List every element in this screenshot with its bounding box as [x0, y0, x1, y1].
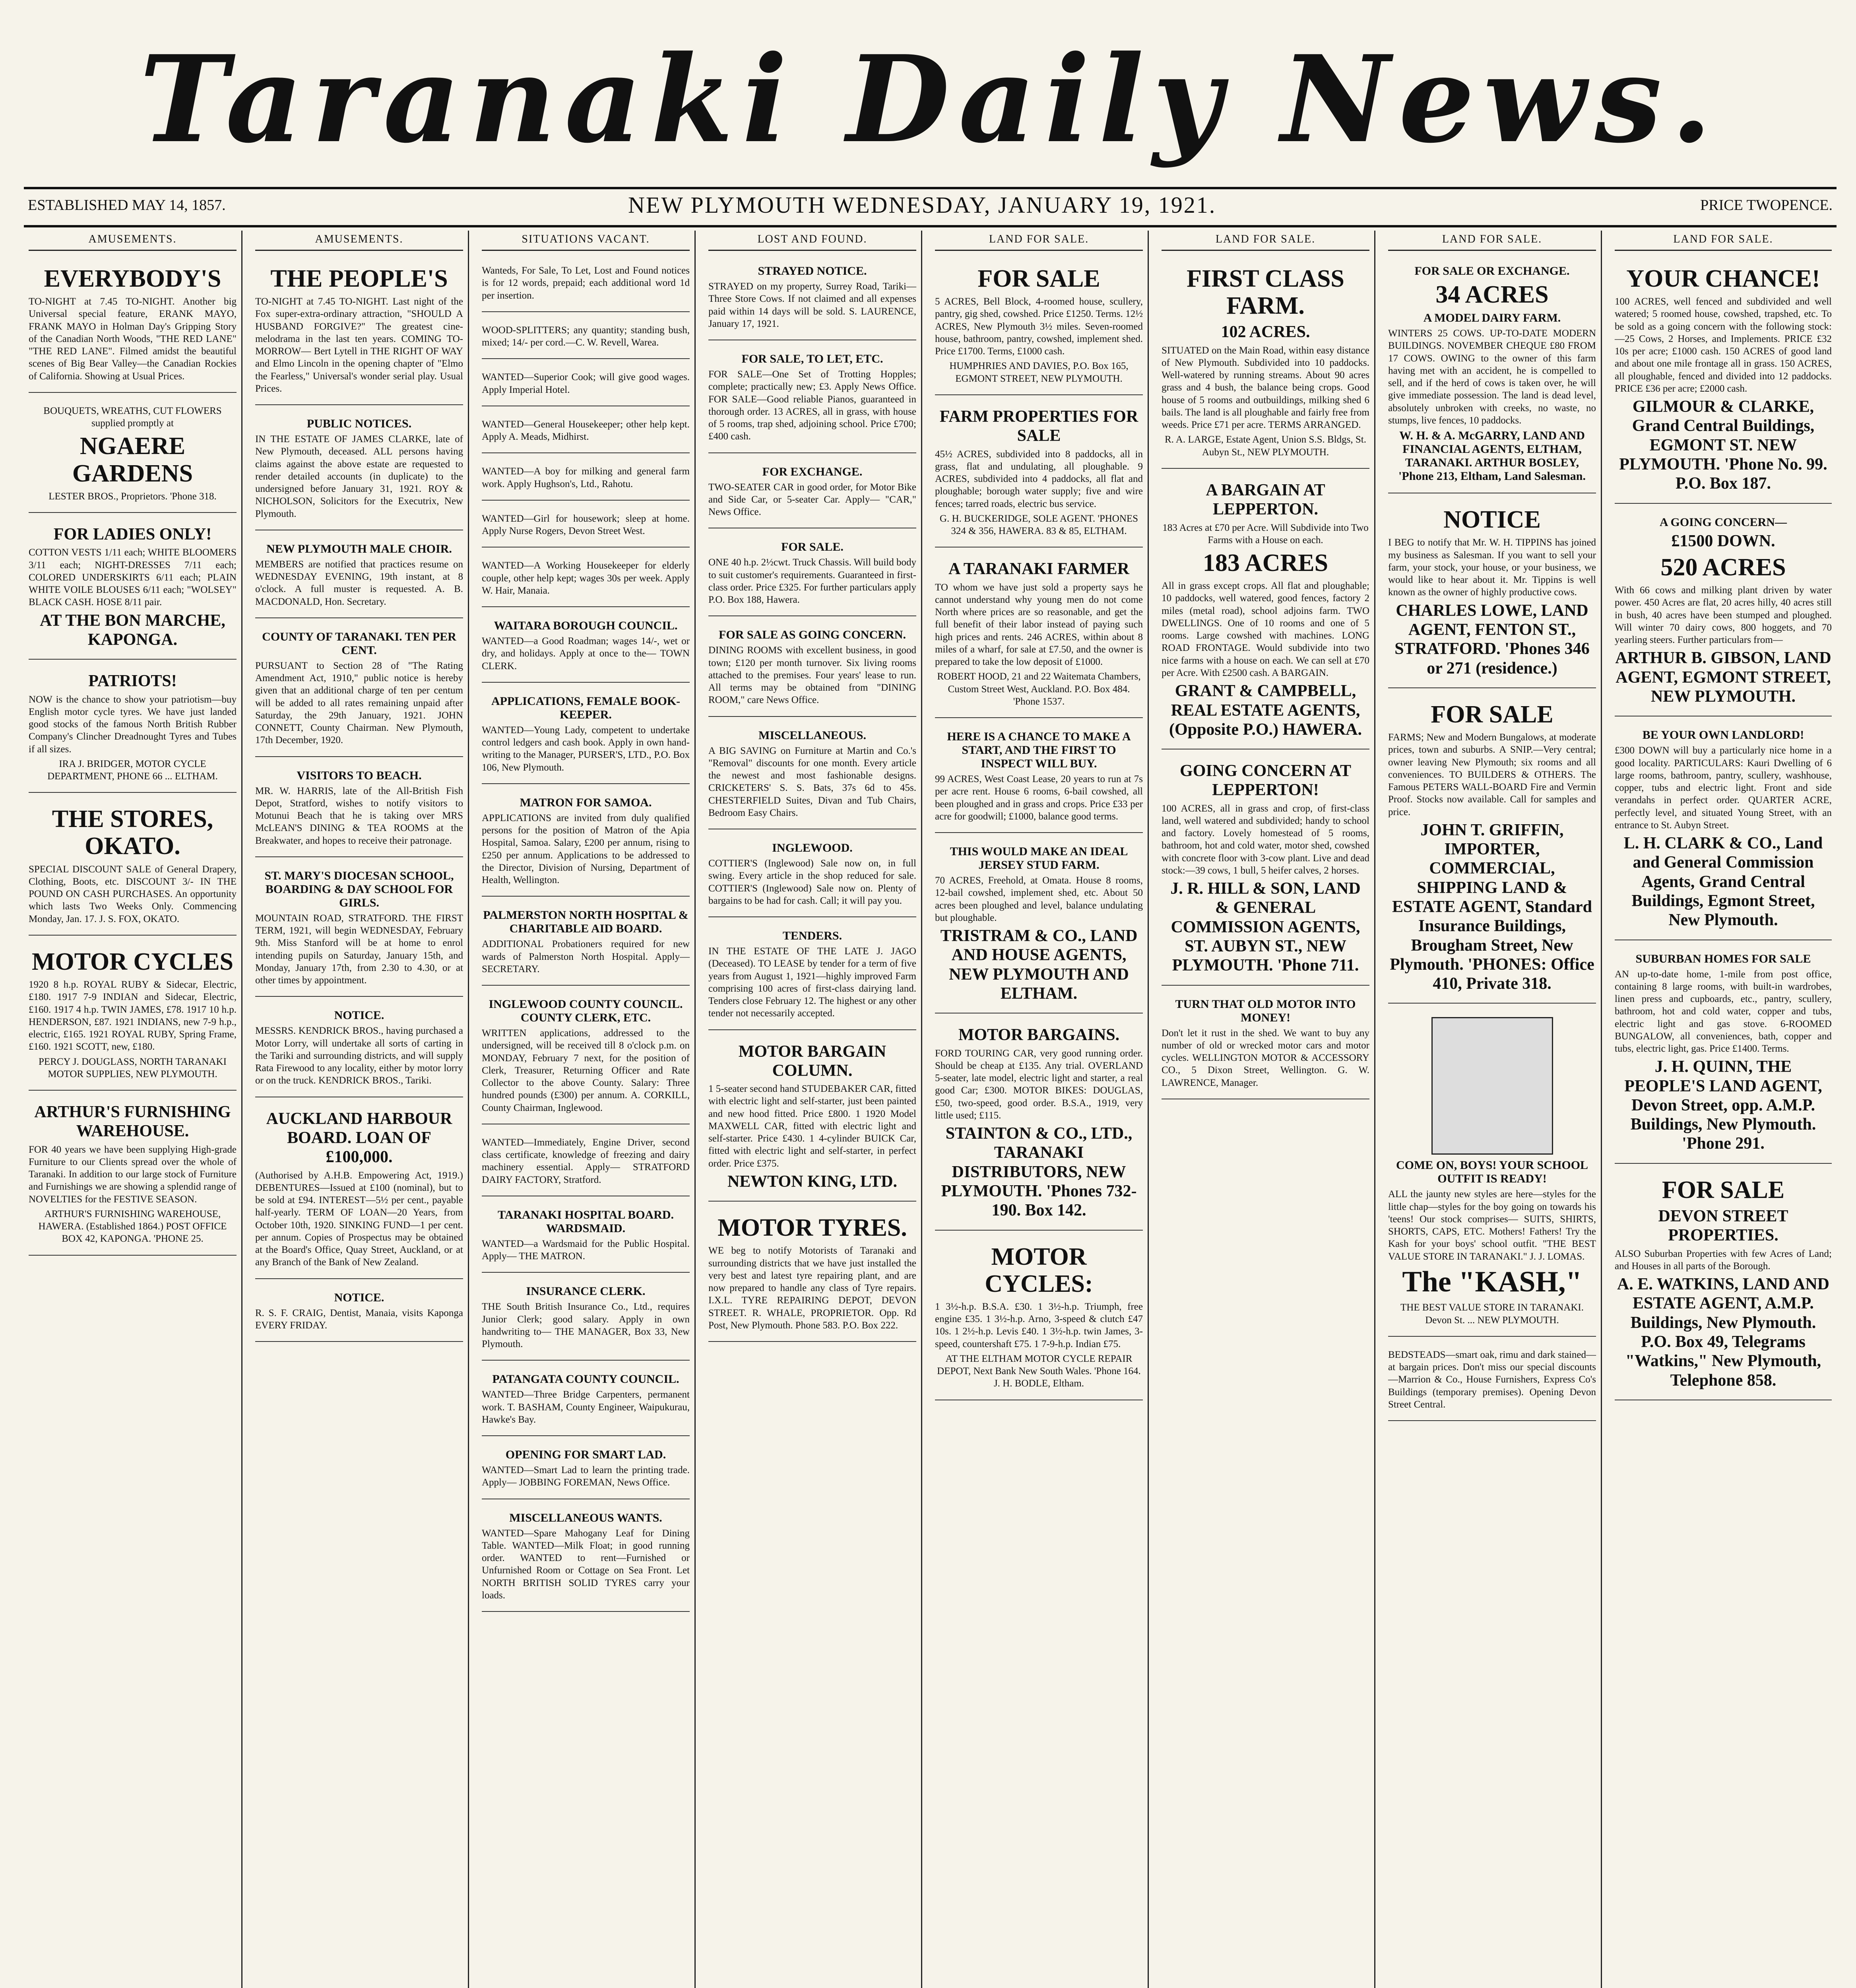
- notice-inglewood-sale: [708, 835, 916, 917]
- classified-body: WANTED—a Wardsmaid for the Public Hospital. Apply— THE MATRON.: [482, 1238, 690, 1262]
- notice-body: TWO-SEATER CAR in good order, for Motor Bike and Side Car, or 5-seater Car. Apply— "CAR," News Office.: [708, 481, 916, 517]
- notice-body: COTTIER'S (Inglewood) Sale now on, in full swing. Every article in the shop reduced for sale. COTTIER'S (Inglewood) Sale now on. Plenty of bargains to be had for cash. Call; it will pay you.: [708, 858, 916, 906]
- classified-item: [482, 365, 690, 406]
- notice-body: IN THE ESTATE OF THE LATE J. JAGO (Deceased). TO LEASE by tender for a term of five years from August 1, 1921—highly improved Farm comprising 100 acres of first-class dairying land. Tenders close February 12. The highest or any other tender not necessarily accepted.: [708, 946, 916, 1019]
- advert-caption: COME ON, BOYS! YOUR SCHOOL OUTFIT IS READY!: [1396, 1159, 1588, 1186]
- notice-body: IN THE ESTATE OF JAMES CLARKE, late of New Plymouth, deceased. ALL persons having claims against the above estate are requested to render detailed accounts (in duplicate) to the undersigned before January 31, 1921. ROY & NICHOLSON, Solicitors for the Executrix, New Plymouth.: [255, 434, 463, 519]
- advert-body: FOR 40 years we have been supplying High-grade Furniture to our Clients spread over the whole of Taranaki. In addition to our large stock of Furniture and Furnishings we are showing a splendid range of NOVELTIES for the FESTIVE SEASON.: [29, 1144, 237, 1205]
- advert-title: BE YOUR OWN LANDLORD!: [1642, 728, 1804, 742]
- advert-taranaki-farmer: [935, 553, 1143, 718]
- advert-title: MOTOR CYCLES: [32, 948, 233, 975]
- notice-miscellaneous: [708, 722, 916, 830]
- advert-griffin: [1388, 694, 1596, 1004]
- advert-acreage: 183 ACRES: [1202, 549, 1328, 577]
- advert-jersey-stud: [935, 839, 1143, 1013]
- advert-subtext: PERCY J. DOUGLASS, NORTH TARANAKI MOTOR SUPPLIES, NEW PLYMOUTH.: [39, 1056, 227, 1079]
- advert-body: 100 ACRES, all in grass and crop, of first-class land, well watered and subdivided; handy to school and factory. Lovely homestead of 5 rooms, bathroom, hot and cold water, motor shed, cowshed with concrete floor with 3-cow plant. Live and dead stock:—39 cows, 1 bull, 5 heifer calves, 2 horses.: [1162, 803, 1369, 876]
- classified-title: PALMERSTON NORTH HOSPITAL & CHARITABLE AID BOARD.: [483, 909, 688, 936]
- advert-body: 45½ ACRES, subdivided into 8 paddocks, all in grass, flat and undulating, all ploughable. 9 ACRES, subdivided into 4 paddocks, all flat and ploughable; borough water supply; five and wire fences; tarred roads, electric bus service.: [935, 448, 1143, 509]
- classified-title: OPENING FOR SMART LAD.: [505, 1448, 666, 1461]
- advert-kash: [1388, 1009, 1596, 1336]
- advert-title: ARTHUR'S FURNISHING WAREHOUSE.: [34, 1103, 231, 1141]
- notice-title: FOR SALE, TO LET, ETC.: [741, 352, 883, 365]
- column-7: [1383, 231, 1602, 1988]
- advert-title: A TARANAKI FARMER: [948, 560, 1129, 579]
- advert-title: HERE IS A CHANCE TO MAKE A START, AND THE FIRST TO INSPECT WILL BUY.: [947, 730, 1131, 771]
- advert-going-concern: [1615, 509, 1832, 717]
- advert-body: £300 DOWN will buy a particularly nice home in a good locality. PARTICULARS: Kauri Dwelling of 6 large rooms, bathroom, pantry, scullery, washhouse, copper, tubs and electric light. Front and side verandahs in perfect order. QUARTER ACRE, perfectly level, and situated Young Street, with an entrance to St. Aubyn Street.: [1615, 745, 1832, 831]
- advert-body: 100 ACRES, well fenced and subdivided and well watered; 5 roomed house, cowshed, trapshed, etc. To be sold as a going concern with the following stock:—25 Cows, 2 Horses, and Implements. PRICE £32 10s per acre; £1000 cash. 150 ACRES of good land and about one mile frontage all in grass. 150 ACRES, all ploughable, fenced and divided into 12 paddocks. PRICE £36 per acre; £2000 cash.: [1615, 296, 1832, 394]
- advert-subtitle: £1500 DOWN.: [1671, 532, 1775, 550]
- advert-agent: A. E. WATKINS, LAND AND ESTATE AGENT, A.M.P. Buildings, New Plymouth. P.O. Box 49, Telegrams "Watkins," New Plymouth, Telephone 858.: [1617, 1275, 1830, 1390]
- advert-title: THE STORES, OKATO.: [52, 806, 213, 860]
- advert-humphries: [935, 258, 1143, 395]
- classified-item: [482, 1130, 690, 1196]
- notice-title: FOR SALE AS GOING CONCERN.: [719, 628, 906, 642]
- notice-title: COUNTY OF TARANAKI. TEN PER CENT.: [262, 630, 456, 657]
- classified-body: WANTED—General Housekeeper; other help kept. Apply A. Meads, Midhirst.: [482, 419, 690, 442]
- notice-title: NOTICE.: [334, 1291, 384, 1304]
- classified-body: WANTED—Smart Lad to learn the printing trade. Apply— JOBBING FOREMAN, News Office.: [482, 1465, 690, 1488]
- notice-body: FOR SALE—One Set of Trotting Hopples; complete; practically new; £3. Apply News Office. FOR SALE—Good reliable Pianos, guaranteed in thorough order. 13 ACRES, all in grass, with house of 5 rooms, trap shed, adjoining school. Price £700; £400 cash.: [708, 369, 916, 442]
- notice-body: A BIG SAVING on Furniture at Martin and Co.'s "Removal" discounts for one month. Every article the newest and most fashionable designs. CRICKETERS' S. S. Bats, 37s 6d to 45s. CHESTERFIELD Suites, Divan and Tub Chairs, Bedroom Easy Chairs.: [708, 745, 916, 818]
- classified-body: WANTED—A Working Housekeeper for elderly couple, other help kept; wages 30s per week. Apply W. Hair, Manaia.: [482, 560, 690, 596]
- advert-body: 1 3½-h.p. B.S.A. £30. 1 3½-h.p. Triumph, free engine £35. 1 3½-h.p. Arno, 3-speed & clutch £47 10s. 1 2½-h.p. Levis £40. 1 3½-h.p. twin James, 3-speed, countershaft £75. 1 7-9-h.p. Indian £75.: [935, 1301, 1143, 1349]
- notice-title: ST. MARY'S DIOCESAN SCHOOL, BOARDING & DAY SCHOOL FOR GIRLS.: [264, 869, 454, 909]
- classified-body: WANTED—Young Lady, competent to undertake control ledgers and cash book. Apply in own hand-writing to the Manager, PURSER'S, LTD., P.O. Box 106, New Plymouth.: [482, 724, 690, 773]
- advert-subtitle: A MODEL DAIRY FARM.: [1423, 311, 1561, 325]
- dateline-bar: [24, 187, 1837, 227]
- classified-body: WANTED—Immediately, Engine Driver, second class certificate, knowledge of freezing and dairy machinery essential. Apply— STRATFORD DAIRY FACTORY, Stratford.: [482, 1137, 690, 1185]
- advert-subtext: ROBERT HOOD, 21 and 22 Waitemata Chambers, Custom Street West, Auckland. P.O. Box 484. 'Phone 1537.: [937, 671, 1141, 707]
- advert-subtext: IRA J. BRIDGER, MOTOR CYCLE DEPARTMENT, PHONE 66 ... ELTHAM.: [47, 758, 218, 782]
- advert-motor-cycles: [29, 941, 237, 1091]
- classified-bookkeeper: [482, 688, 690, 784]
- advert-motor-bargain: [708, 1036, 916, 1202]
- advert-title: FOR LADIES ONLY!: [53, 525, 212, 544]
- advert-subtitle: 102 ACRES.: [1221, 323, 1310, 342]
- advert-subtitle: AT THE BON MARCHE, KAPONGA.: [40, 611, 225, 649]
- advert-going-concern-lepperton: [1162, 755, 1369, 986]
- column-heading: LAND FOR SALE.: [1388, 231, 1596, 251]
- notice-title: PUBLIC NOTICES.: [306, 417, 412, 431]
- advert-title: MOTOR TYRES.: [718, 1214, 907, 1242]
- advert-agent: W. H. & A. McGARRY, LAND AND FINANCIAL AGENTS, ELTHAM, TARANAKI. ARTHUR BOSLEY, 'Phone 213, Eltham, Land Salesman.: [1398, 429, 1586, 483]
- advert-title: A GOING CONCERN—: [1659, 515, 1787, 529]
- notice-body: STRAYED on my property, Surrey Road, Tariki—Three Store Cows. If not claimed and all expenses paid within 14 days will be sold. S. LAURENCE, January 17, 1921.: [708, 281, 916, 329]
- advert-title: NOTICE: [1443, 506, 1541, 534]
- classified-title: INGLEWOOD COUNTY COUNCIL. COUNTY CLERK, ETC.: [489, 998, 683, 1024]
- classified-matron: [482, 790, 690, 897]
- notice-title: NOTICE.: [334, 1009, 384, 1022]
- classified-body: WOOD-SPLITTERS; any quantity; standing bush, mixed; 14/- per cord.—C. W. Revell, Warea.: [482, 324, 690, 348]
- notice-title: TENDERS.: [782, 929, 842, 942]
- classified-patangata: [482, 1366, 690, 1436]
- classified-title: PATANGATA COUNTY COUNCIL.: [492, 1373, 679, 1386]
- notice-kendrick: [255, 1002, 463, 1097]
- advert-agent: GRANT & CAMPBELL, REAL ESTATE AGENTS, (Opposite P.O.) HAWERA.: [1169, 682, 1362, 739]
- classified-title: MATRON FOR SAMOA.: [520, 796, 652, 809]
- classified-rates: [482, 258, 690, 312]
- advert-subtext: G. H. BUCKERIDGE, SOLE AGENT. 'PHONES 324 & 356, HAWERA. 83 & 85, ELTHAM.: [939, 513, 1138, 537]
- column-4: [704, 231, 922, 1988]
- notice-dining-rooms: [708, 622, 916, 716]
- advert-subtext: AT THE ELTHAM MOTOR CYCLE REPAIR DEPOT, Next Bank New South Wales. 'Phone 164. J. H. BODLE, Eltham.: [937, 1353, 1141, 1389]
- advert-subtitle: NEWTON KING, LTD.: [727, 1172, 898, 1191]
- advert-title: MOTOR CYCLES:: [985, 1243, 1093, 1297]
- advert-body: WINTERS 25 COWS. UP-TO-DATE MODERN BUILDINGS. NOVEMBER CHEQUE £80 FROM 17 COWS. OWING to the owner of this farm having met with an accident, he is compelled to sell, and if the herd of cows is taken over, he will give immediate possession. The land is dead level, absolutely unbroken with creeks, no waste, no stumps, live fences, 10 paddocks.: [1388, 328, 1596, 426]
- advert-body: All in grass except crops. All flat and ploughable; 10 paddocks, well watered, good fences, factory 2 miles (metal road), school adjoins farm. TWO DWELLINGS. One of 10 rooms and one of 5 rooms. Large cowshed with machines. LONG ROAD FRONTAGE. Would subdivide into two nice farms with a house on each. We can sell at £70 per Acre. With £2500 cash. A BARGAIN.: [1162, 580, 1369, 678]
- notice-harbour-board: [255, 1103, 463, 1279]
- notice-body: MOUNTAIN ROAD, STRATFORD. THE FIRST TERM, 1921, will begin WEDNESDAY, February 9th. Miss Stanford will be at home to enrol intending pupils on Saturday, January 15th, and Monday, January 17th, from 2.30 to 4.30, or at other times by appointment.: [255, 912, 463, 986]
- advert-agent: J. R. HILL & SON, LAND & GENERAL COMMISSION AGENTS, ST. AUBYN ST., NEW PLYMOUTH. 'Phone 711.: [1170, 879, 1361, 975]
- advert-bon-marche: [29, 518, 237, 660]
- advert-agent: GILMOUR & CLARKE, Grand Central Buildings, EGMONT ST. NEW PLYMOUTH. 'Phone No. 99. P.O. Box 187.: [1619, 398, 1827, 493]
- advert-title: GOING CONCERN AT LEPPERTON!: [1180, 762, 1351, 800]
- classified-title: WAITARA BOROUGH COUNCIL.: [494, 619, 678, 632]
- advert-body: 70 ACRES, Freehold, at Omata. House 8 rooms, 12-bail cowshed, implement shed, etc. About 50 acres been ploughed and level, balance undulating but ploughable.: [935, 875, 1143, 923]
- advert-lepperton-bargain: [1162, 474, 1369, 749]
- advert-subtext: LESTER BROS., Proprietors. 'Phone 318.: [48, 491, 217, 502]
- advert-body: AN up-to-date home, 1-mile from post office, containing 8 large rooms, with built-in wardrobes, linen press and cupboards, etc., pantry, scullery, bathroom, hot and cold water, copper and tubs, electric light and gas stove. 6-ROOMED BUNGALOW, all conveniences, bath, copper and tubs, electric light, gas. Price £1400. Terms.: [1615, 969, 1832, 1054]
- advert-body: 5 ACRES, Bell Block, 4-roomed house, scullery, pantry, gig shed, cowshed. Price £1250. Terms. 12½ ACRES, New Plymouth 3½ miles. Seven-roomed house, bathroom, pantry, cowshed, implement shed. Price £1700. Terms, £1000 cash.: [935, 296, 1143, 357]
- advert-body: I BEG to notify that Mr. W. H. TIPPINS has joined my business as Salesman. If you want to sell your farm, your stock, your house, or your business, we would like to hear about it. Mr. Tippins is well known as the owner of highly productive cows.: [1388, 537, 1596, 598]
- advert-stores-okato: [29, 798, 237, 936]
- advert-watkins: [1615, 1169, 1832, 1400]
- notice-for-sale-to-let: [708, 346, 916, 453]
- advert-body: TO-NIGHT at 7.45 TO-NIGHT. Last night of the Fox super-extra-ordinary attraction, "SHOULD A HUSBAND FORGIVE?" The greatest cine-melodrama in the last ten years. COMING TO-MORROW— Bert Lytell in THE RIGHT OF WAY and Elmo Lincoln in the opening chapter of "Elmo the Fearless," Universal's wonder serial play. Usual Prices.: [255, 296, 463, 394]
- advert-body: 99 ACRES, West Coast Lease, 20 years to run at 7s per acre rent. House 6 rooms, 6-bail cowshed, all been ploughed and in grass and crops. Price £33 per acre for goodwill; £1000, balance good terms.: [935, 774, 1143, 822]
- classified-body: WANTED—A boy for milking and general farm work. Apply Hughson's, Ltd., Rahotu.: [482, 466, 690, 489]
- advert-title: FOR SALE: [1431, 701, 1553, 728]
- classified-item: [482, 412, 690, 454]
- notice-title: VISITORS TO BEACH.: [297, 769, 422, 782]
- classified-body: ADDITIONAL Probationers required for new wards of Palmerston North Hospital. Apply— SECRETARY.: [482, 939, 690, 975]
- advert-agent: L. H. CLARK & CO., Land and General Commission Agents, Grand Central Buildings, Egmont Street, New Plymouth.: [1623, 834, 1823, 930]
- advert-body: TO-NIGHT at 7.45 TO-NIGHT. Another big Universal special feature, ERANK MAYO, FRANK MAYO in Holman Day's Gripping Story of the Canadian North Woods, "THE RED LANE" "THE RED LANE". Filmed amidst the beautiful scenes of Big Bear Valley—the Canadian Rockies of California. Showing at Usual Prices.: [29, 296, 237, 382]
- column-3: [477, 231, 696, 1988]
- classified-title: APPLICATIONS, FEMALE BOOK-KEEPER.: [491, 694, 681, 721]
- notice-male-choir: [255, 536, 463, 618]
- classified-title: TARANAKI HOSPITAL BOARD. WARDSMAID.: [497, 1208, 674, 1235]
- advert-title: NGAERE GARDENS: [72, 433, 193, 487]
- classified-body: THE South British Insurance Co., Ltd., requires Junior Clerk; good salary. Apply in own handwriting to— THE MANAGER, Box 33, New Plymouth.: [482, 1301, 690, 1349]
- column-1: [24, 231, 242, 1988]
- advert-title: THE PEOPLE'S: [270, 265, 448, 292]
- advert-motor-bargains: [935, 1019, 1143, 1230]
- notice-body: MEMBERS are notified that practices resume on WEDNESDAY EVENING, 19th instant, at 8 o'clock. A full muster is requested. A. B. MACDONALD, Hon. Secretary.: [255, 559, 463, 607]
- classified-body: WANTED—Three Bridge Carpenters, permanent work. T. BASHAM, County Engineer, Waipukurau, Hawke's Bay.: [482, 1389, 690, 1425]
- classified-body: WANTED—Spare Mahogany Leaf for Dining Table. WANTED—Milk Float; in good running order. WANTED to rent—Furnished or Unfurnished Room or Cottage on Sea Front. Let NORTH BRITISH SOLID TYRES carry your loads.: [482, 1528, 690, 1601]
- notice-body: DINING ROOMS with excellent business, in good town; £120 per month turnover. Six living rooms attached to the premises. Four years' lease to run. All terms may be obtained from "DINING ROOM," care News Office.: [708, 645, 916, 706]
- classified-item: [482, 553, 690, 607]
- notice-title: FOR EXCHANGE.: [762, 465, 863, 478]
- advert-body: 1920 8 h.p. ROYAL RUBY & Sidecar, Electric, £180. 1917 7-9 INDIAN and Sidecar, Electric, £160. 1917 4 h.p. TWIN JAMES, £78. 1917 10 h.p. HENDERSON, £87. 1921 INDIANS, new 7-9 h.p., electric, £165. 1921 ROYAL RUBY, Spring Frame, £160. 1921 SCOTT, new, £180.: [29, 979, 237, 1052]
- price-text: PRICE TWOPENCE.: [1700, 197, 1833, 214]
- advert-title: FIRST CLASS FARM.: [1187, 265, 1344, 320]
- advert-agent: ARTHUR B. GIBSON, LAND AGENT, EGMONT STREET, NEW PLYMOUTH.: [1615, 649, 1831, 706]
- advert-chance: [935, 724, 1143, 833]
- column-8: [1610, 231, 1837, 1988]
- advert-body: ALSO Suburban Properties with few Acres of Land; and Houses in all parts of the Borough.: [1615, 1248, 1832, 1272]
- classified-misc-wants: [482, 1505, 690, 1612]
- advert-agent: CHARLES LOWE, LAND AGENT, FENTON ST., STRATFORD. 'Phones 346 or 271 (residence.): [1394, 601, 1590, 678]
- classified-body: APPLICATIONS are invited from duly qualified persons for the position of Matron of the Apia Hospital, Samoa. Salary, £200 per annum, rising to £250 per annum. Applications to be addressed to the Director, Division of Nursing, Department of Health, Wellington.: [482, 812, 690, 885]
- column-heading: LAND FOR SALE.: [1615, 231, 1832, 251]
- notice-body: R. S. F. CRAIG, Dentist, Manaia, visits Kaponga EVERY FRIDAY.: [255, 1307, 463, 1331]
- notice-visitors-beach: [255, 763, 463, 857]
- advert-subtitle: STAINTON & CO., LTD., TARANAKI DISTRIBUTORS, NEW PLYMOUTH. 'Phones 732-190. Box 142.: [941, 1124, 1137, 1220]
- advert-body: With 66 cows and milking plant driven by water power. 450 Acres are flat, 20 acres hilly, 40 acres still in bush, 40 acres have been stumped and ploughed. Will winter 70 dairy cows, 800 hoggets, and 70 yearling steers. Further particulars from—: [1615, 585, 1832, 646]
- advert-title: TURN THAT OLD MOTOR INTO MONEY!: [1175, 997, 1356, 1024]
- column-heading: AMUSEMENTS.: [255, 231, 463, 251]
- classified-body: WRITTEN applications, addressed to the undersigned, will be received till 8 o'clock p.m. on MONDAY, February 7 next, for the position of Clerk, Treasurer, Returning Officer and Rate Collector to the above County. Salary: Three hundred pounds (£300) per annum. A. CORKILL, County Chairman, Inglewood.: [482, 1028, 690, 1113]
- notice-title: INGLEWOOD.: [772, 841, 853, 854]
- classified-item: [482, 318, 690, 359]
- classified-body: WANTED—Superior Cook; will give good wages. Apply Imperial Hotel.: [482, 372, 690, 395]
- notice-body: MR. W. HARRIS, late of the All-British Fish Depot, Stratford, wishes to notify visitors to Motunui Beach that he is taking over MRS McLEAN'S DINING & TEA ROOMS at the Breakwater, and hopes to receive their patronage.: [255, 785, 463, 846]
- advert-title: EVERYBODY'S: [44, 265, 221, 292]
- advert-suburban-homes: [1615, 946, 1832, 1164]
- column-heading: LAND FOR SALE.: [935, 231, 1143, 251]
- classified-title: MISCELLANEOUS WANTS.: [509, 1511, 662, 1524]
- advert-first-class-farm: [1162, 258, 1369, 469]
- advert-ngaere-gardens: [29, 398, 237, 513]
- notice-truck-chassis: [708, 534, 916, 616]
- classified-palmerston: [482, 902, 690, 986]
- advert-agent: J. H. QUINN, THE PEOPLE'S LAND AGENT, Devon Street, opp. A.M.P. Buildings, New Plymouth. 'Phone 291.: [1624, 1058, 1822, 1153]
- advert-body: TO whom we have just sold a property says he cannot understand why young men do not come North where prices are so reasonable, and get the full benefit of their labor instead of paying such high prices and rents. 246 ACRES, within about 8 miles of a wharf, for sale at £7.50, and the owner is prepared to take the low deposit of £1000.: [935, 582, 1143, 668]
- masthead: [24, 16, 1837, 183]
- advert-acreage: 34 ACRES: [1435, 281, 1549, 308]
- column-heading: LOST AND FOUND.: [708, 231, 916, 251]
- notice-exchange: [708, 459, 916, 529]
- column-2: [250, 231, 469, 1988]
- column-heading: LAND FOR SALE.: [1162, 231, 1369, 251]
- advert-title: SUBURBAN HOMES FOR SALE: [1635, 952, 1811, 965]
- notice-estate-clarke: [255, 411, 463, 530]
- column-5: [930, 231, 1149, 1988]
- advert-body: BEDSTEADS—smart oak, rimu and dark stained—at bargain prices. Don't miss our special discounts—Marrion & Co., House Furnishers, Express Co's Buildings (temporary premises). Opening Devon Street Central.: [1388, 1349, 1596, 1410]
- notice-body: MESSRS. KENDRICK BROS., having purchased a Motor Lorry, will undertake all sorts of carting in the Tariki and surrounding districts, and will supply Rata Firewood to any locality, either by motor lorry or on the truck. KENDRICK BROS., Tariki.: [255, 1025, 463, 1086]
- classified-body: Wanteds, For Sale, To Let, Lost and Found notices is for 12 words, prepaid; each additional word 1d per insertion.: [482, 265, 690, 301]
- notice-st-marys: [255, 863, 463, 997]
- advert-subtitle: TRISTRAM & CO., LAND AND HOUSE AGENTS, NEW PLYMOUTH AND ELTHAM.: [940, 927, 1138, 1003]
- advert-acreage: 520 ACRES: [1660, 553, 1786, 581]
- advert-title: FOR SALE: [977, 265, 1100, 292]
- advert-model-dairy-farm: [1388, 258, 1596, 493]
- notice-county-taranaki: [255, 624, 463, 757]
- advert-title: PATRIOTS!: [88, 672, 177, 691]
- established-text: ESTABLISHED MAY 14, 1857.: [28, 197, 226, 214]
- advert-body: NOW is the chance to show your patriotism—buy English motor cycle tyres. We have just landed good stocks of the famous North British Rubber Company's Clincher Dreadnought Tyres and Tubes if all sizes.: [29, 694, 237, 755]
- column-6: [1157, 231, 1375, 1988]
- notice-title: FOR SALE.: [781, 540, 844, 554]
- advert-body: WE beg to notify Motorists of Taranaki and surrounding districts that we have just installed the very best and latest tyre repairing plant, and are now prepared to handle any class of Tyre repairs. I.X.L. TYRE REPAIRING DEPOT, DEVON STREET. R. WHALE, PROPRIETOR. Opp. Rd Post, New Plymouth. Phone 583. P.O. Box 222.: [708, 1245, 916, 1331]
- classified-inglewood: [482, 991, 690, 1124]
- advert-title: THIS WOULD MAKE AN IDEAL JERSEY STUD FARM.: [950, 845, 1128, 872]
- notice-title: STRAYED NOTICE.: [758, 264, 867, 278]
- advert-agent: R. A. LARGE, Estate Agent, Union S.S. Bldgs, St. Aubyn St., NEW PLYMOUTH.: [1165, 434, 1366, 458]
- notice-craig: [255, 1285, 463, 1342]
- advert-title: A BARGAIN AT LEPPERTON.: [1206, 481, 1325, 519]
- advert-body: 1 5-seater second hand STUDEBAKER CAR, fitted with electric light and self-starter, just been painted and new hood fitted. Price £800. 1 1920 Model MAXWELL CAR, fitted with electric light and self-starter. Price £430. 1 4-cylinder BUICK Car, fitted with electric light and self-starter, in perfect order. Price £375.: [708, 1083, 916, 1169]
- advert-eltham-cycles: [935, 1236, 1143, 1400]
- advert-subtitle: DEVON STREET PROPERTIES.: [1658, 1207, 1788, 1245]
- advert-peoples: [255, 258, 463, 405]
- advert-body: Don't let it rust in the shed. We want to buy any number of old or wrecked motor cars and motor cycles. WELLINGTON MOTOR & ACCESSORY CO., 5 Dixon Street, Wellington. G. W. LAWRENCE, Manager.: [1162, 1027, 1369, 1088]
- classified-body: WANTED—a Good Roadman; wages 14/-, wet or dry, and holidays. Apply at once to the— TOWN CLERK.: [482, 636, 690, 672]
- advert-title: MOTOR BARGAIN COLUMN.: [738, 1042, 886, 1080]
- classified-body: WANTED—Girl for housework; sleep at home. Apply Nurse Rogers, Devon Street West.: [482, 513, 690, 536]
- notice-body: PURSUANT to Section 28 of "The Rating Amendment Act, 1910," public notice is hereby given that an additional charge of ten per centum will be added to all rates remaining unpaid after Saturday, the 29th January, 1921. JOHN CONNETT, County Chairman. New Plymouth, 17th December, 1920.: [255, 660, 463, 746]
- advert-your-chance: [1615, 258, 1832, 504]
- advert-patriots: [29, 665, 237, 793]
- advert-subtext: HUMPHRIES AND DAVIES, P.O. Box 165, EGMONT STREET, NEW PLYMOUTH.: [949, 361, 1129, 384]
- advert-bedsteads: [1388, 1342, 1596, 1421]
- classified-insurance: [482, 1278, 690, 1361]
- advert-body: SITUATED on the Main Road, within easy distance of New Plymouth. Subdivided into 10 paddocks. Well-watered by running streams. About 90 acres grass and 4 bush, the balance being crops. Good house of 5 rooms and outbuildings, milking shed 6 bails. The land is all ploughable and fairly free from weeds. Price £71 per acre. TERMS ARRANGED.: [1162, 345, 1369, 431]
- classified-smart-lad: [482, 1442, 690, 1499]
- advert-body: FORD TOURING CAR, very good running order. Should be cheap at £135. Any trial. OVERLAND 5-seater, late model, electric light and starter, a real good Car; £300. MOTOR BIKES: DOUGLAS, £50, two-speed, good order. B.S.A., 1919, very little used; £115.: [935, 1048, 1143, 1121]
- notice-title: NEW PLYMOUTH MALE CHOIR.: [266, 542, 452, 555]
- advert-motor-tyres: [708, 1207, 916, 1342]
- classified-item: [482, 506, 690, 548]
- boy-illustration: [1431, 1017, 1553, 1155]
- advert-everybodys: [29, 258, 237, 393]
- advert-body: FARMS; New and Modern Bungalows, at moderate prices, town and suburbs. A SNIP.—Very central; owner leaving New Plymouth; six rooms and all conveniences. TO BUILDERS & OTHERS. The Famous PETERS WALL-BOARD Fire and Vermin Proof. Stocks now available. Call for samples and price.: [1388, 732, 1596, 817]
- advert-own-landlord: [1615, 722, 1832, 940]
- advert-body: BOUQUETS, WREATHS, CUT FLOWERS supplied promptly at: [43, 405, 222, 429]
- classified-hospital: [482, 1202, 690, 1273]
- notice-body: (Authorised by A.H.B. Empowering Act, 1919.) DEBENTURES—Issued at £100 (nominal), but to be sold at £94. INTEREST—5½ per cent., payable half-yearly. TERM OF LOAN—20 Years, from October 10th, 1920. SINKING FUND—1 per cent. per annum. Copies of Prospectus may be obtained at the Board's Office, Quay Street, Auckland, or at any Branch of the Bank of New Zealand.: [255, 1170, 463, 1268]
- notice-tenders: [708, 923, 916, 1030]
- columns-area: [24, 231, 1837, 1988]
- advert-body: SPECIAL DISCOUNT SALE of General Drapery, Clothing, Boots, etc. DISCOUNT 3/- IN THE POUND ON CASH PURCHASES. An opportunity which lasts Two Weeks Only. Commencing Monday, Jan. 17. J. S. FOX, OKATO.: [29, 864, 237, 924]
- advert-title: MOTOR BARGAINS.: [958, 1026, 1120, 1044]
- advert-buckeridge: [935, 401, 1143, 547]
- notice-title: AUCKLAND HARBOUR BOARD. LOAN OF £100,000.: [266, 1109, 452, 1167]
- column-heading: AMUSEMENTS.: [29, 231, 237, 251]
- notice-body: ONE 40 h.p. 2½cwt. Truck Chassis. Will build body to suit customer's requirements. Guaranteed in first-class order. Price £325. For further particulars apply P.O. Box 188, Hawera.: [708, 557, 916, 605]
- advert-title: FARM PROPERTIES FOR SALE: [939, 407, 1138, 445]
- classified-waitara: [482, 613, 690, 683]
- advert-arthurs: [29, 1096, 237, 1256]
- advert-subtext: ARTHUR'S FURNISHING WAREHOUSE, HAWERA. (Established 1864.) POST OFFICE BOX 42, KAPONGA. 'PHONE 25.: [38, 1208, 227, 1244]
- advert-old-motor: [1162, 991, 1369, 1099]
- issue-date: NEW PLYMOUTH WEDNESDAY, JANUARY 19, 1921.: [628, 192, 1216, 218]
- advert-title: FOR SALE: [1662, 1176, 1785, 1204]
- notice-title: MISCELLANEOUS.: [758, 728, 866, 742]
- advert-title: YOUR CHANCE!: [1626, 265, 1820, 292]
- advert-subtext: THE BEST VALUE STORE IN TARANAKI. Devon St. ... NEW PLYMOUTH.: [1400, 1302, 1584, 1326]
- advert-title: FOR SALE OR EXCHANGE.: [1414, 264, 1570, 278]
- newspaper-title: Taranaki Daily News.: [139, 29, 1721, 169]
- advert-body: ALL the jaunty new styles are here—styles for the little chap—styles for the boy going on towards his 'teens! Our stock comprises— SUITS, SHIRTS, SHORTS, CAPS, ETC. Mothers! Fathers! Try the Kash for your boys' school outfit. "THE BEST VALUE STORE IN TARANAKI." J. J. LOMAS.: [1388, 1189, 1596, 1262]
- classified-title: INSURANCE CLERK.: [526, 1285, 646, 1298]
- advert-notice-lowe: [1388, 499, 1596, 688]
- advert-title: The "KASH,": [1402, 1265, 1582, 1298]
- advert-subtext: 183 Acres at £70 per Acre. Will Subdivide into Two Farms with a House on each.: [1162, 522, 1369, 546]
- classified-item: [482, 459, 690, 501]
- notice-strayed: [708, 258, 916, 340]
- column-heading: SITUATIONS VACANT.: [482, 231, 690, 251]
- advert-body: COTTON VESTS 1/11 each; WHITE BLOOMERS 3/11 each; NIGHT-DRESSES 7/11 each; COLORED UNDERSKIRTS 6/11 each; PLAIN WHITE VOILE BLOUSES 6/11 each; "WOLSEY" BLACK CASH. HOSE 8/11 pair.: [29, 547, 237, 608]
- advert-agent: JOHN T. GRIFFIN, IMPORTER, COMMERCIAL, SHIPPING LAND & ESTATE AGENT, Standard Insurance Buildings, Brougham Street, New Plymouth. 'PHONES: Office 410, Private 318.: [1390, 821, 1594, 993]
